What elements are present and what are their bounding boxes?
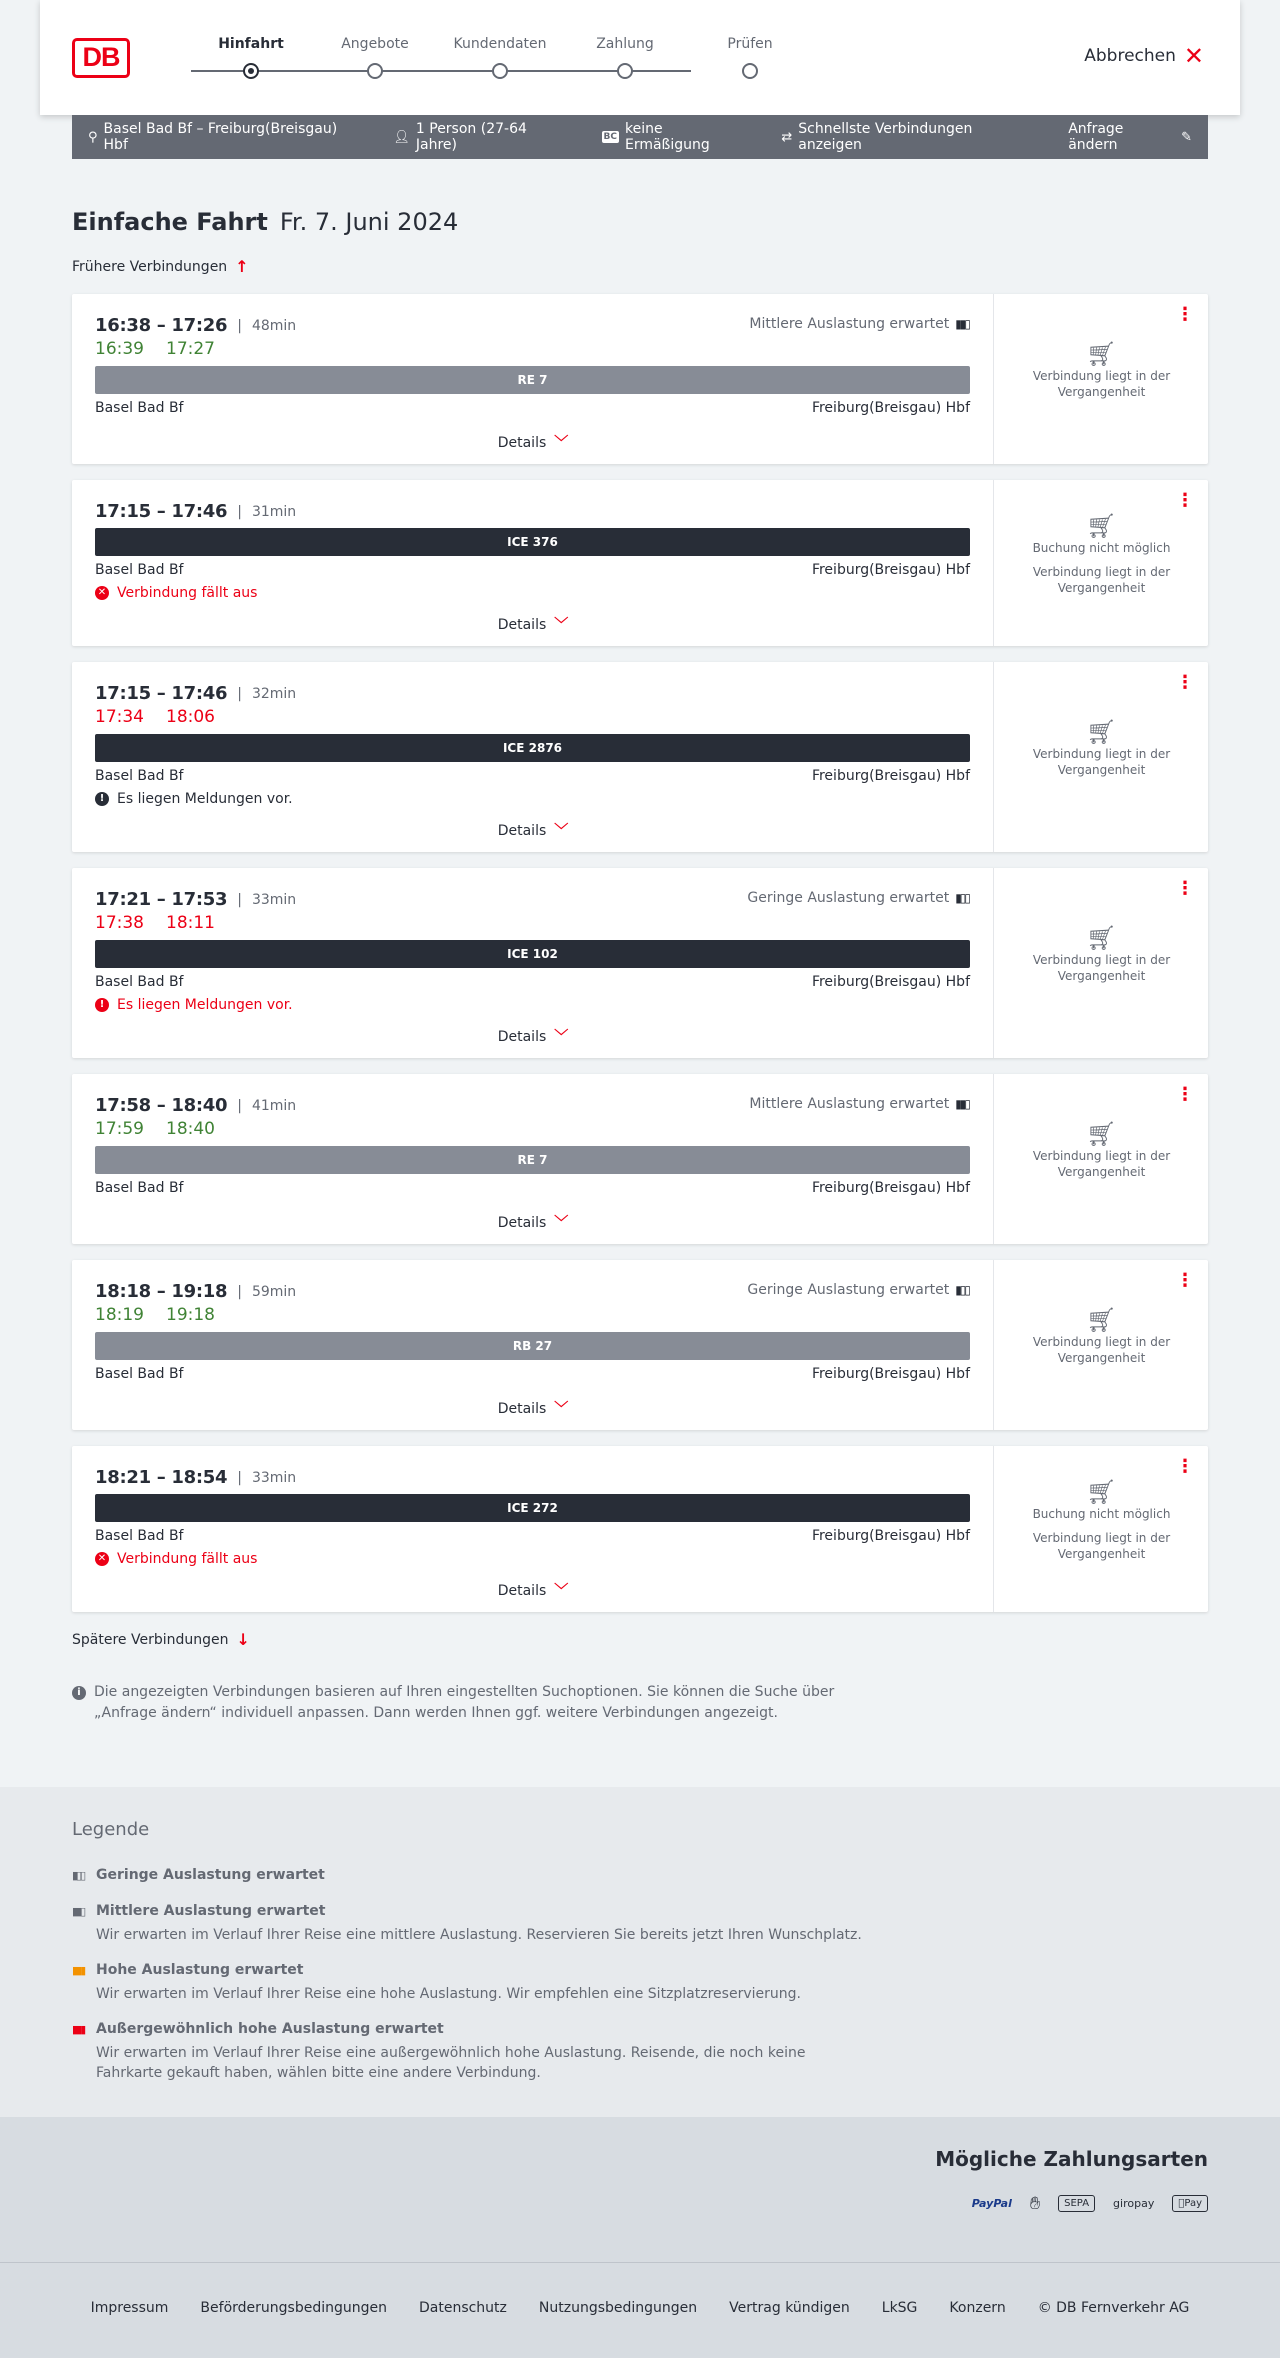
booking-status xyxy=(995,718,1208,778)
bahncard-icon: BC xyxy=(603,132,617,142)
footer-link-impressum[interactable]: Impressum xyxy=(90,2300,169,2316)
step-pruefen xyxy=(690,36,810,56)
step-dot-active xyxy=(243,63,259,79)
realtime-times xyxy=(95,1305,215,1325)
connection-card[interactable] xyxy=(72,1446,1208,1612)
details-toggle[interactable] xyxy=(72,1026,994,1046)
details-label: Details xyxy=(497,1583,547,1599)
realtime-arrival: 18:40 xyxy=(166,1119,215,1139)
db-logo[interactable]: DB xyxy=(72,38,130,78)
train-bar: ICE 272 xyxy=(95,1494,970,1522)
planned-times: 17:15 – 17:46 xyxy=(95,501,228,522)
cancellation-message xyxy=(95,1551,257,1567)
chevron-down-icon: ﹀ xyxy=(554,1029,569,1045)
connection-main xyxy=(72,1074,994,1244)
realtime-arrival: 17:27 xyxy=(166,339,215,359)
train-bar: RE 7 xyxy=(95,1146,970,1174)
fastest-summary xyxy=(781,121,1036,153)
realtime-departure: 18:19 xyxy=(95,1305,144,1325)
chevron-down-icon: ﹀ xyxy=(554,1583,569,1599)
legend-item-title: Außergewöhnlich hohe Auslastung erwartet xyxy=(96,2021,444,2037)
booking-status xyxy=(995,1120,1208,1180)
footer-link-datenschutz[interactable]: Datenschutz xyxy=(418,2300,507,2316)
legend-item-title: Mittlere Auslastung erwartet xyxy=(96,1903,326,1919)
realtime-departure: 17:34 xyxy=(95,707,144,727)
train-bar: RE 7 xyxy=(95,366,970,394)
stations xyxy=(95,1528,970,1544)
details-label: Details xyxy=(497,1401,547,1417)
route-summary xyxy=(88,121,361,153)
step-dot xyxy=(617,63,633,79)
to-station: Freiburg(Breisgau) Hbf xyxy=(811,1366,970,1382)
connection-times: 17:15 – 17:46 | 31min xyxy=(95,501,297,522)
connection-times: 17:15 – 17:46 | 32min xyxy=(95,683,297,704)
apple-pay-label: Pay xyxy=(1184,2198,1202,2209)
footer-copyright[interactable]: © DB Fernverkehr AG xyxy=(1037,2300,1190,2316)
legend-item xyxy=(72,1903,872,1945)
connection-times: 18:18 – 19:18 | 59min xyxy=(95,1281,297,1302)
booking-status xyxy=(995,1306,1208,1366)
cart-unavailable-icon: 🛒︎ xyxy=(1086,718,1117,746)
occupancy-low-icon: ▮▯▯ xyxy=(955,1283,969,1297)
step-dot xyxy=(742,63,758,79)
chevron-down-icon: ﹀ xyxy=(554,1401,569,1417)
paypal-icon: PayPal xyxy=(971,2197,1012,2210)
booking-status-text: Verbindung liegt in der Vergangenheit xyxy=(1032,953,1171,983)
realtime-departure: 17:59 xyxy=(95,1119,144,1139)
details-toggle[interactable] xyxy=(72,432,994,452)
booking-status-text: Verbindung liegt in der Vergangenheit xyxy=(1032,1149,1171,1179)
connection-main xyxy=(72,662,994,852)
booking-status xyxy=(995,340,1208,400)
occupancy-low-icon: ▮▯▯ xyxy=(72,1868,85,1882)
legend-item-desc: Wir erwarten im Verlauf Ihrer Reise eine hohe Auslastung. Wir empfehlen eine Sitzplatzreservierung. xyxy=(96,1986,801,2002)
to-station: Freiburg(Breisgau) Hbf xyxy=(811,974,970,990)
legend-item-desc: Wir erwarten im Verlauf Ihrer Reise eine außergewöhnlich hohe Auslastung. Reisende, die noch keine Fahrkarte gekauft haben, wählen bitte eine andere Verbindung. xyxy=(96,2045,806,2081)
realtime-arrival: 18:11 xyxy=(166,913,215,933)
to-station: Freiburg(Breisgau) Hbf xyxy=(811,768,970,784)
realtime-times xyxy=(95,707,215,727)
stations xyxy=(95,562,970,578)
duration: 48min xyxy=(251,317,297,334)
more-options-icon[interactable]: ⋮ xyxy=(1176,878,1194,899)
swap-arrows-icon: ⇄ xyxy=(781,129,793,145)
giropay-icon: giropay xyxy=(1113,2197,1155,2210)
connection-main xyxy=(72,868,994,1058)
person-icon: 👤︎ xyxy=(393,129,410,145)
discount-summary xyxy=(602,121,750,153)
more-options-icon[interactable]: ⋮ xyxy=(1176,490,1194,511)
duration: 33min xyxy=(251,891,297,908)
chevron-down-icon: ﹀ xyxy=(554,823,569,839)
cancel-label: Abbrechen xyxy=(1084,46,1176,66)
step-label: Zahlung xyxy=(596,36,654,52)
footer xyxy=(0,2262,1280,2358)
legend-title: Legende xyxy=(72,1819,150,1840)
change-request-button[interactable] xyxy=(1068,121,1192,153)
planned-times: 16:38 – 17:26 xyxy=(95,315,228,336)
realtime-departure: 17:38 xyxy=(95,913,144,933)
request-summary-bar xyxy=(72,115,1208,159)
occupancy-info xyxy=(749,1096,969,1112)
route-text: Basel Bad Bf – Freiburg(Breisgau) Hbf xyxy=(103,121,338,153)
cart-unavailable-icon: 🛒︎ xyxy=(1086,512,1117,540)
cancel-circle-icon: ✕ xyxy=(95,586,109,600)
connection-main xyxy=(72,480,994,646)
notice-message xyxy=(95,791,293,807)
booking-status-text: Verbindung liegt in der Vergangenheit xyxy=(1032,565,1171,595)
hand-card-icon: ✋︎ xyxy=(1029,2193,1041,2214)
step-label: Kundendaten xyxy=(453,36,547,52)
exclamation-circle-icon: ! xyxy=(95,792,109,806)
fastest-text: Schnellste Verbindungen anzeigen xyxy=(798,121,973,153)
legend-item-title: Hohe Auslastung erwartet xyxy=(96,1962,304,1978)
occupancy-low-icon: ▮▯▯ xyxy=(955,891,969,905)
details-label: Details xyxy=(497,1029,547,1045)
connection-card[interactable] xyxy=(72,1074,1208,1244)
booking-status xyxy=(995,1478,1208,1562)
payment-title: Mögliche Zahlungsarten xyxy=(935,2147,1208,2171)
discount-text: keine Ermäßigung xyxy=(624,121,710,153)
details-label: Details xyxy=(497,1215,547,1231)
train-bar: ICE 376 xyxy=(95,528,970,556)
more-options-icon[interactable]: ⋮ xyxy=(1176,672,1194,693)
realtime-times xyxy=(95,913,215,933)
chevron-down-icon: ﹀ xyxy=(554,435,569,451)
from-station: Basel Bad Bf xyxy=(95,974,184,990)
booking-status-text: Verbindung liegt in der Vergangenheit xyxy=(1032,747,1171,777)
location-pin-icon: ⚲ xyxy=(88,129,98,145)
page-title xyxy=(72,208,458,236)
booking-panel xyxy=(995,480,1208,646)
cart-unavailable-icon: 🛒︎ xyxy=(1086,1478,1117,1506)
message-text: Es liegen Meldungen vor. xyxy=(117,791,293,807)
cart-unavailable-icon: 🛒︎ xyxy=(1086,340,1117,368)
step-zahlung xyxy=(565,36,685,56)
occupancy-medium-icon: ▮▮▯ xyxy=(955,317,969,331)
info-text: Die angezeigten Verbindungen basieren auf Ihren eingestellten Suchoptionen. Sie können die Suche über „Anfrage ändern“ individuell anpassen. Dann werden Ihnen ggf. weitere Verbindungen angezeigt. xyxy=(94,1684,835,1721)
step-angebote xyxy=(315,36,435,56)
notice-message xyxy=(95,997,293,1013)
apple-pay-icon xyxy=(1172,2195,1208,2212)
to-station: Freiburg(Breisgau) Hbf xyxy=(811,1528,970,1544)
connection-main xyxy=(72,294,994,464)
payment-methods-section xyxy=(0,2117,1280,2262)
occupancy-medium-icon: ▮▮▯ xyxy=(72,1904,85,1918)
arrow-down-icon: ↓ xyxy=(236,1630,250,1649)
legend-item xyxy=(72,1962,872,2004)
planned-times: 17:15 – 17:46 xyxy=(95,683,228,704)
trip-date: Fr. 7. Juni 2024 xyxy=(279,208,459,236)
pencil-icon: ✎ xyxy=(1181,129,1193,145)
connection-card[interactable] xyxy=(72,868,1208,1058)
message-text: Es liegen Meldungen vor. xyxy=(117,997,293,1013)
message-text: Verbindung fällt aus xyxy=(117,1551,258,1567)
step-label: Angebote xyxy=(341,36,409,52)
more-options-icon[interactable]: ⋮ xyxy=(1176,304,1194,325)
payment-icons xyxy=(972,2193,1208,2214)
details-label: Details xyxy=(497,823,547,839)
footer-link-befoerderungsbedingungen[interactable]: Beförderungsbedingungen xyxy=(200,2300,387,2316)
realtime-departure: 16:39 xyxy=(95,339,144,359)
details-label: Details xyxy=(497,617,547,633)
info-icon: i xyxy=(72,1686,86,1700)
details-toggle[interactable] xyxy=(72,1212,994,1232)
footer-link-lksg[interactable]: LkSG xyxy=(881,2300,918,2316)
steps-line xyxy=(191,70,691,72)
stations xyxy=(95,1180,970,1196)
booking-status-text: Verbindung liegt in der Vergangenheit xyxy=(1032,1531,1171,1561)
duration: 31min xyxy=(251,503,297,520)
connection-card[interactable] xyxy=(72,480,1208,646)
booking-status-text: Verbindung liegt in der Vergangenheit xyxy=(1032,1335,1171,1365)
more-options-icon[interactable]: ⋮ xyxy=(1176,1456,1194,1477)
booking-status xyxy=(995,512,1208,596)
details-toggle[interactable] xyxy=(72,820,994,840)
from-station: Basel Bad Bf xyxy=(95,562,184,578)
connection-times: 17:58 – 18:40 | 41min xyxy=(95,1095,297,1116)
step-dot xyxy=(367,63,383,79)
from-station: Basel Bad Bf xyxy=(95,1366,184,1382)
planned-times: 17:58 – 18:40 xyxy=(95,1095,228,1116)
progress-steps xyxy=(171,36,773,86)
realtime-times xyxy=(95,1119,215,1139)
duration: 33min xyxy=(251,1469,297,1486)
trip-type: Einfache Fahrt xyxy=(72,208,268,236)
train-bar: ICE 102 xyxy=(95,940,970,968)
connection-times: 17:21 – 17:53 | 33min xyxy=(95,889,297,910)
details-toggle[interactable] xyxy=(72,1580,994,1600)
cart-unavailable-icon: 🛒︎ xyxy=(1086,924,1117,952)
search-info-note xyxy=(72,1682,852,1724)
cart-unavailable-icon: 🛒︎ xyxy=(1086,1306,1117,1334)
train-bar: RB 27 xyxy=(95,1332,970,1360)
legend-item-title: Geringe Auslastung erwartet xyxy=(96,1867,325,1883)
planned-times: 17:21 – 17:53 xyxy=(95,889,228,910)
booking-status-text: Buchung nicht möglich xyxy=(1032,1507,1171,1521)
later-label: Spätere Verbindungen xyxy=(72,1631,229,1648)
earlier-connections-link[interactable] xyxy=(72,257,249,276)
occupancy-medium-icon: ▮▮▯ xyxy=(955,1097,969,1111)
booking-status-text: Buchung nicht möglich xyxy=(1032,541,1171,555)
close-icon: ✕ xyxy=(1183,42,1204,70)
cancellation-message xyxy=(95,585,257,601)
more-options-icon[interactable]: ⋮ xyxy=(1176,1084,1194,1105)
booking-status xyxy=(995,924,1208,984)
earlier-label: Frühere Verbindungen xyxy=(72,258,228,275)
legend-item xyxy=(72,1867,872,1883)
connection-times: 16:38 – 17:26 | 48min xyxy=(95,315,297,336)
later-connections-link[interactable] xyxy=(72,1630,250,1649)
connection-card[interactable] xyxy=(72,1260,1208,1430)
sepa-icon: SEPA xyxy=(1058,2195,1095,2212)
footer-link-konzern[interactable]: Konzern xyxy=(949,2300,1006,2316)
stations xyxy=(95,400,970,416)
chevron-down-icon: ﹀ xyxy=(554,1215,569,1231)
booking-panel xyxy=(995,1074,1208,1244)
occupancy-info xyxy=(749,316,969,332)
occupancy-extreme-icon: ▮▮▮ xyxy=(72,2022,85,2036)
to-station: Freiburg(Breisgau) Hbf xyxy=(811,562,970,578)
connection-card[interactable] xyxy=(72,294,1208,464)
occupancy-high-icon: ▮▮▮ xyxy=(72,1963,85,1977)
message-text: Verbindung fällt aus xyxy=(117,585,258,601)
chevron-down-icon: ﹀ xyxy=(554,617,569,633)
booking-panel xyxy=(995,868,1208,1058)
occupancy-text: Geringe Auslastung erwartet xyxy=(747,1282,950,1298)
connection-card[interactable] xyxy=(72,662,1208,852)
stations xyxy=(95,1366,970,1382)
step-label: Hinfahrt xyxy=(218,36,284,52)
persons-summary xyxy=(393,121,569,153)
step-dot xyxy=(492,63,508,79)
duration: 32min xyxy=(251,685,297,702)
stations xyxy=(95,768,970,784)
stations xyxy=(95,974,970,990)
from-station: Basel Bad Bf xyxy=(95,1528,184,1544)
persons-text: 1 Person (27-64 Jahre) xyxy=(415,121,527,153)
occupancy-info xyxy=(747,890,969,906)
details-toggle[interactable] xyxy=(72,614,994,634)
connection-main xyxy=(72,1446,994,1612)
duration: 41min xyxy=(251,1097,297,1114)
connection-main xyxy=(72,1260,994,1430)
details-toggle[interactable] xyxy=(72,1398,994,1418)
occupancy-text: Mittlere Auslastung erwartet xyxy=(749,316,950,332)
to-station: Freiburg(Breisgau) Hbf xyxy=(811,1180,970,1196)
booking-panel xyxy=(995,662,1208,852)
legend-item xyxy=(72,2021,872,2083)
train-bar: ICE 2876 xyxy=(95,734,970,762)
booking-status-text: Verbindung liegt in der Vergangenheit xyxy=(1032,369,1171,399)
step-label: Prüfen xyxy=(727,36,773,52)
cart-unavailable-icon: 🛒︎ xyxy=(1086,1120,1117,1148)
legend-item-desc: Wir erwarten im Verlauf Ihrer Reise eine mittlere Auslastung. Reservieren Sie bereits jetzt Ihren Wunschplatz. xyxy=(96,1927,862,1943)
cancel-circle-icon: ✕ xyxy=(95,1552,109,1566)
footer-link-vertrag-kuendigen[interactable]: Vertrag kündigen xyxy=(729,2300,850,2316)
details-label: Details xyxy=(497,435,547,451)
footer-links xyxy=(0,2300,1280,2316)
more-options-icon[interactable]: ⋮ xyxy=(1176,1270,1194,1291)
legend-section xyxy=(0,1787,1280,2117)
occupancy-info xyxy=(747,1282,969,1298)
cancel-button[interactable] xyxy=(1084,42,1204,70)
booking-panel xyxy=(995,1446,1208,1612)
step-hinfahrt[interactable] xyxy=(191,36,311,56)
occupancy-text: Mittlere Auslastung erwartet xyxy=(749,1096,950,1112)
step-kundendaten xyxy=(440,36,560,56)
change-request-label: Anfrage ändern xyxy=(1068,121,1124,153)
from-station: Basel Bad Bf xyxy=(95,1180,184,1196)
realtime-arrival: 19:18 xyxy=(166,1305,215,1325)
realtime-times xyxy=(95,339,215,359)
booking-panel xyxy=(995,294,1208,464)
planned-times: 18:18 – 19:18 xyxy=(95,1281,228,1302)
occupancy-text: Geringe Auslastung erwartet xyxy=(747,890,950,906)
arrow-up-icon: ↑ xyxy=(235,257,249,276)
exclamation-circle-icon: ! xyxy=(95,998,109,1012)
header xyxy=(40,0,1240,115)
connection-times: 18:21 – 18:54 | 33min xyxy=(95,1467,297,1488)
from-station: Basel Bad Bf xyxy=(95,768,184,784)
to-station: Freiburg(Breisgau) Hbf xyxy=(811,400,970,416)
booking-panel xyxy=(995,1260,1208,1430)
planned-times: 18:21 – 18:54 xyxy=(95,1467,228,1488)
realtime-arrival: 18:06 xyxy=(166,707,215,727)
footer-link-nutzungsbedingungen[interactable]: Nutzungsbedingungen xyxy=(538,2300,698,2316)
duration: 59min xyxy=(251,1283,297,1300)
from-station: Basel Bad Bf xyxy=(95,400,184,416)
